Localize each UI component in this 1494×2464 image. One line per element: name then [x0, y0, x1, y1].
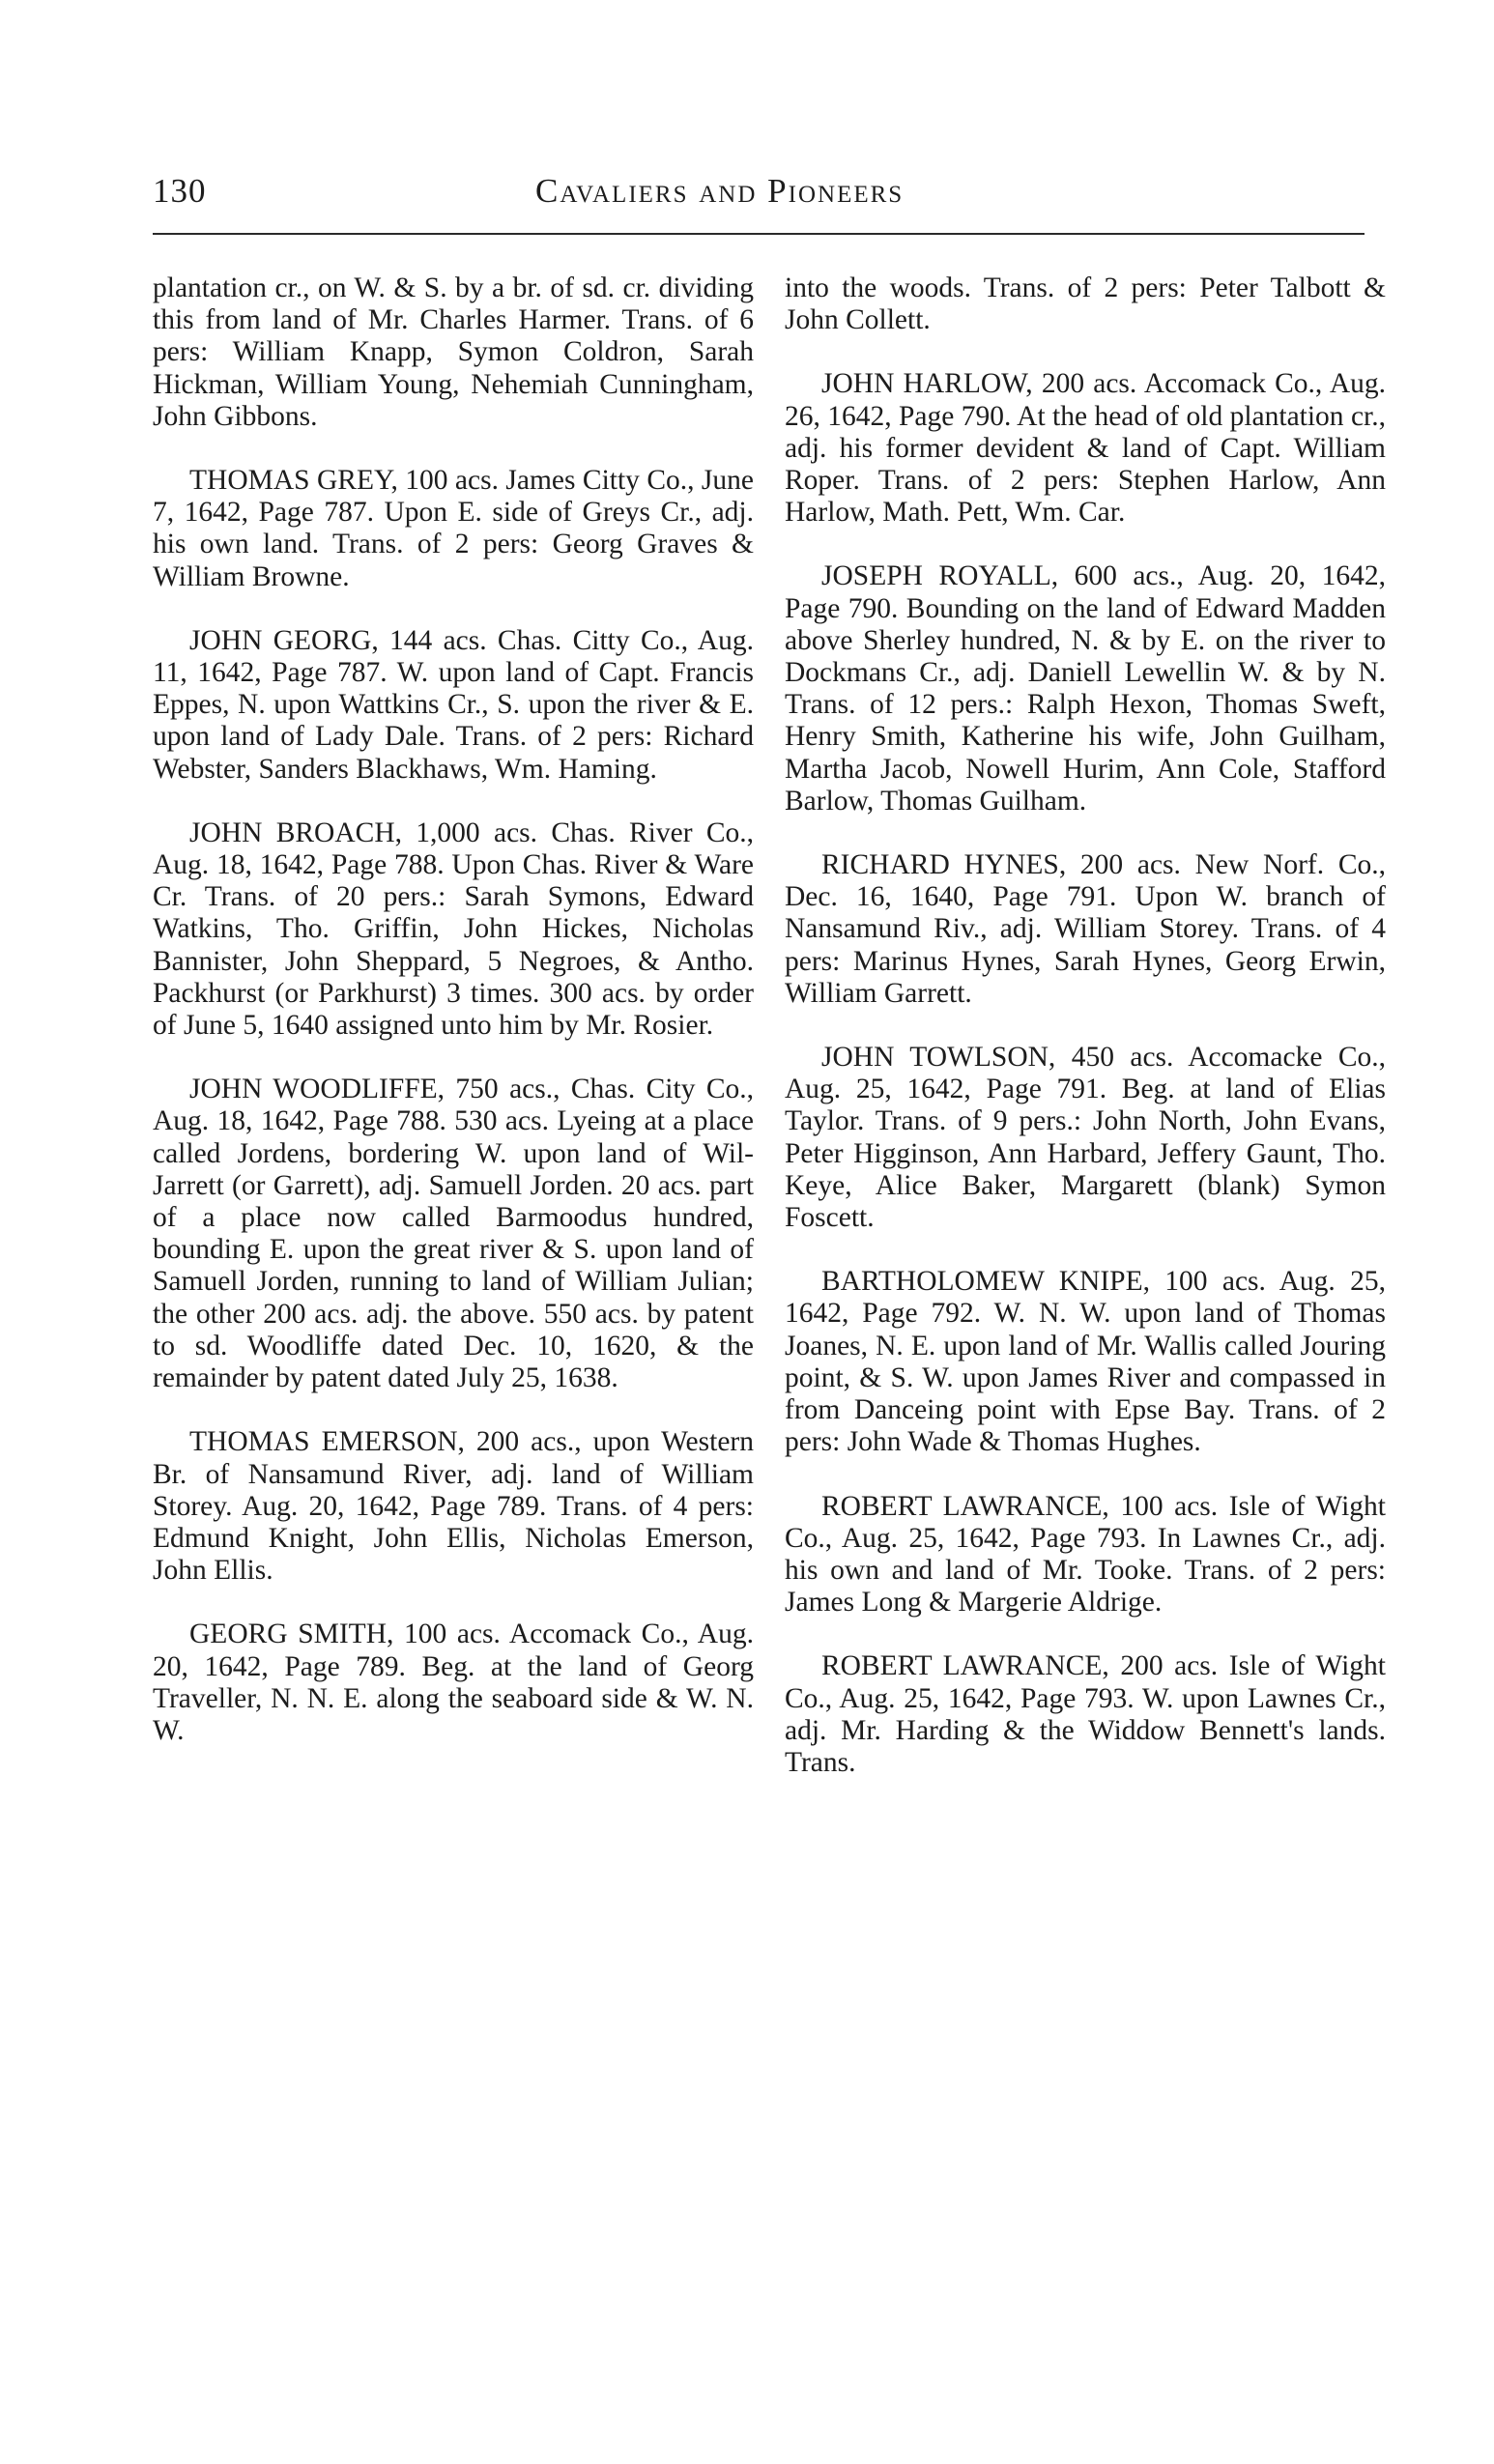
entry-thomas-grey: THOMAS GREY, 100 acs. James Citty Co., June 7, 1642, Page 787. Upon E. side of Greys Cr., adj. his own land. Trans. of 2 pers: Georg Graves & William Browne.	[153, 465, 754, 592]
header-rule	[153, 233, 1365, 235]
running-title: Cavaliers and Pioneers	[535, 172, 905, 210]
right-column	[785, 272, 1386, 1811]
entry-georg-smith: GEORG SMITH, 100 acs. Accomack Co., Aug. 20, 1642, Page 789. Beg. at the land of Georg Traveller, N. N. E. along the seaboard side & W. N. W.	[153, 1619, 754, 1746]
entry-john-woodliffe: JOHN WOODLIFFE, 750 acs., Chas. City Co., Aug. 18, 1642, Page 788. 530 acs. Lyeing at a place called Jordens, bordering W. upon land of Wil-Jarrett (or Garrett), adj. Samuell Jorden. 20 acs. part of a place now called Barmoodus hundred, bounding E. upon the great river & S. upon land of Samuell Jorden, running to land of William Julian; the other 200 acs. adj. the above. 550 acs. by patent to sd. Woodliffe dated Dec. 10, 1620, & the remainder by patent dated July 25, 1638.	[153, 1074, 754, 1394]
left-column	[153, 272, 754, 1779]
entry-continuation: into the woods. Trans. of 2 pers: Peter Talbott & John Collett.	[785, 272, 1386, 336]
entry-continuation: plantation cr., on W. & S. by a br. of sd. cr. dividing this from land of Mr. Charles Harmer. Trans. of 6 pers: William Knapp, Symon Coldron, Sarah Hickman, William Young, Nehemiah Cunningham, John Gibbons.	[153, 272, 754, 432]
entry-john-broach: JOHN BROACH, 1,000 acs. Chas. River Co., Aug. 18, 1642, Page 788. Upon Chas. River & Ware Cr. Trans. of 20 pers.: Sarah Symons, Edward Watkins, Tho. Griffin, John Hickes, Nicholas Bannister, John Sheppard, 5 Negroes, & Antho. Packhurst (or Parkhurst) 3 times. 300 acs. by order of June 5, 1640 assigned unto him by Mr. Rosier.	[153, 817, 754, 1042]
page-header	[153, 172, 1365, 230]
entry-richard-hynes: RICHARD HYNES, 200 acs. New Norf. Co., Dec. 16, 1640, Page 791. Upon W. branch of Nansamund Riv., adj. William Storey. Trans. of 4 pers: Marinus Hynes, Sarah Hynes, Georg Erwin, William Garrett.	[785, 849, 1386, 1009]
entry-john-towlson: JOHN TOWLSON, 450 acs. Accomacke Co., Aug. 25, 1642, Page 791. Beg. at land of Elias Taylor. Trans. of 9 pers.: John North, John Evans, Peter Higginson, Ann Harbard, Jeffery Gaunt, Tho. Keye, Alice Baker, Margarett (blank) Symon Foscett.	[785, 1042, 1386, 1234]
entry-john-harlow: JOHN HARLOW, 200 acs. Accomack Co., Aug. 26, 1642, Page 790. At the head of old plantation cr., adj. his former devident & land of Capt. William Roper. Trans. of 2 pers: Stephen Harlow, Ann Harlow, Math. Pett, Wm. Car.	[785, 368, 1386, 529]
entry-robert-lawrance: ROBERT LAWRANCE, 200 acs. Isle of Wight Co., Aug. 25, 1642, Page 793. W. upon Lawnes Cr., adj. Mr. Harding & the Widdow Bennett's lands. Trans.	[785, 1650, 1386, 1778]
entry-robert-lawrance: ROBERT LAWRANCE, 100 acs. Isle of Wight Co., Aug. 25, 1642, Page 793. In Lawnes Cr., adj. his own and land of Mr. Tooke. Trans. of 2 pers: James Long & Margerie Aldrige.	[785, 1490, 1386, 1619]
entry-joseph-royall: JOSEPH ROYALL, 600 acs., Aug. 20, 1642, Page 790. Bounding on the land of Edward Madden above Sherley hundred, N. & by E. on the river to Dockmans Cr., adj. Daniell Lewellin W. & by N. Trans. of 12 pers.: Ralph Hexon, Thomas Sweft, Henry Smith, Katherine his wife, John Guilham, Martha Jacob, Nowell Hurim, Ann Cole, Stafford Barlow, Thomas Guilham.	[785, 560, 1386, 817]
page-number: 130	[153, 172, 207, 210]
entry-john-georg: JOHN GEORG, 144 acs. Chas. Citty Co., Aug. 11, 1642, Page 787. W. upon land of Capt. Francis Eppes, N. upon Wattkins Cr., S. upon the river & E. upon land of Lady Dale. Trans. of 2 pers: Richard Webster, Sanders Blackhaws, Wm. Haming.	[153, 624, 754, 785]
entry-bartholomew-knipe: BARTHOLOMEW KNIPE, 100 acs. Aug. 25, 1642, Page 792. W. N. W. upon land of Thomas Joanes, N. E. upon land of Mr. Wallis called Jouring point, & S. W. upon James River and compassed in from Danceing point with Epse Bay. Trans. of 2 pers: John Wade & Thomas Hughes.	[785, 1266, 1386, 1458]
entry-thomas-emerson: THOMAS EMERSON, 200 acs., upon Western Br. of Nansamund River, adj. land of William Storey. Aug. 20, 1642, Page 789. Trans. of 4 pers: Edmund Knight, John Ellis, Nicholas Emerson, John Ellis.	[153, 1426, 754, 1587]
